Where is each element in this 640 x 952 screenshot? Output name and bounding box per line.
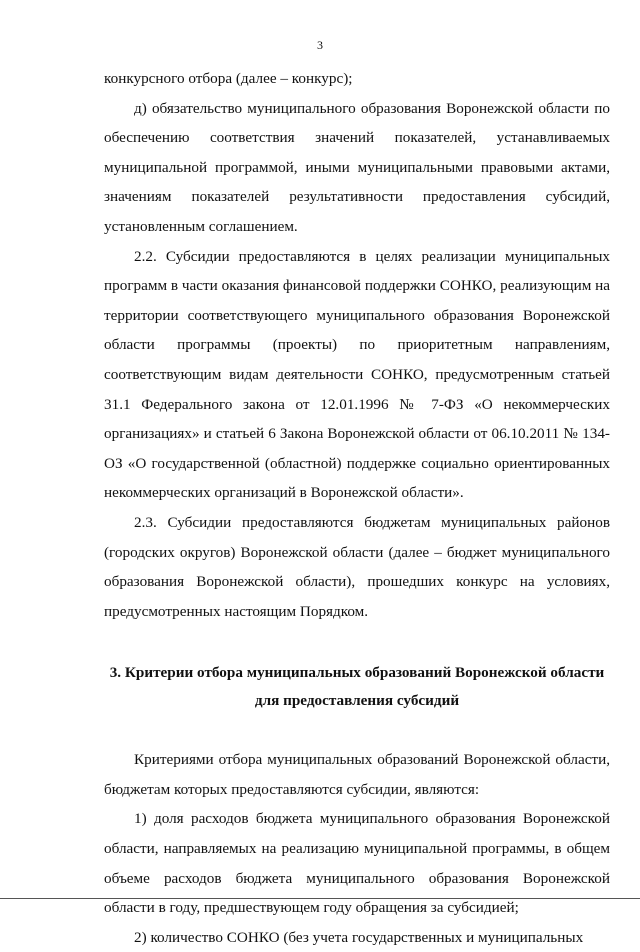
- section-heading-line-2: для предоставления субсидий: [254, 692, 460, 710]
- paragraph-criterion-2: 2) количество СОНКО (без учета государственных и муниципальных: [134, 928, 584, 946]
- paragraph-criteria-intro: Критериями отбора муниципальных образований Воронежской области, бюджетам которых предоставляются субсидии, являются:: [104, 751, 610, 798]
- paragraph-2-2: 2.2. Субсидии предоставляются в целях реализации муниципальных программ в части оказания финансовой поддержки СОНКО, реализующим на территории соответствующего муниципального образования Воронежской области программы (проекты) по приоритетным направлениям, соответствующим видам деятельности СОНКО, предусмотренным статьей 31.1 Федерального закона от 12.01.1996 № 7-ФЗ «О некоммерческих организациях» и статьей 6 Закона Воронежской области от 06.10.2011 № 134-ОЗ «О государственной (областной) поддержке социально ориентированных некоммерческих организаций в Воронежской области».: [104, 247, 610, 502]
- paragraph-criterion-1: 1) доля расходов бюджета муниципального образования Воронежской области, направляемых на реализацию муниципальной программы, в общем объеме расходов бюджета муниципального образования Воронежской области в году, предшествующем году обращения за субсидией;: [104, 810, 610, 917]
- paragraph-item-d: д) обязательство муниципального образования Воронежской области по обеспечению соответствия значений показателей, устанавливаемых муниципальной программой, иными муниципальными правовыми актами, значениям показателей результативности предоставления субсидий, установленным соглашением.: [104, 99, 610, 235]
- paragraph-2-3: 2.3. Субсидии предоставляются бюджетам муниципальных районов (городских округов) Воронежской области (далее – бюджет муниципального образования Воронежской области), прошедших конкурс на условиях, предусмотренных настоящим Порядком.: [104, 513, 610, 620]
- paragraph-continuation: конкурсного отбора (далее – конкурс);: [104, 70, 353, 87]
- page-number: 3: [317, 38, 323, 52]
- page-edge-line: [0, 898, 640, 899]
- section-heading-line-1: 3. Критерии отбора муниципальных образований Воронежской области: [109, 664, 605, 682]
- section-heading: [104, 659, 610, 715]
- document-body: [104, 64, 610, 952]
